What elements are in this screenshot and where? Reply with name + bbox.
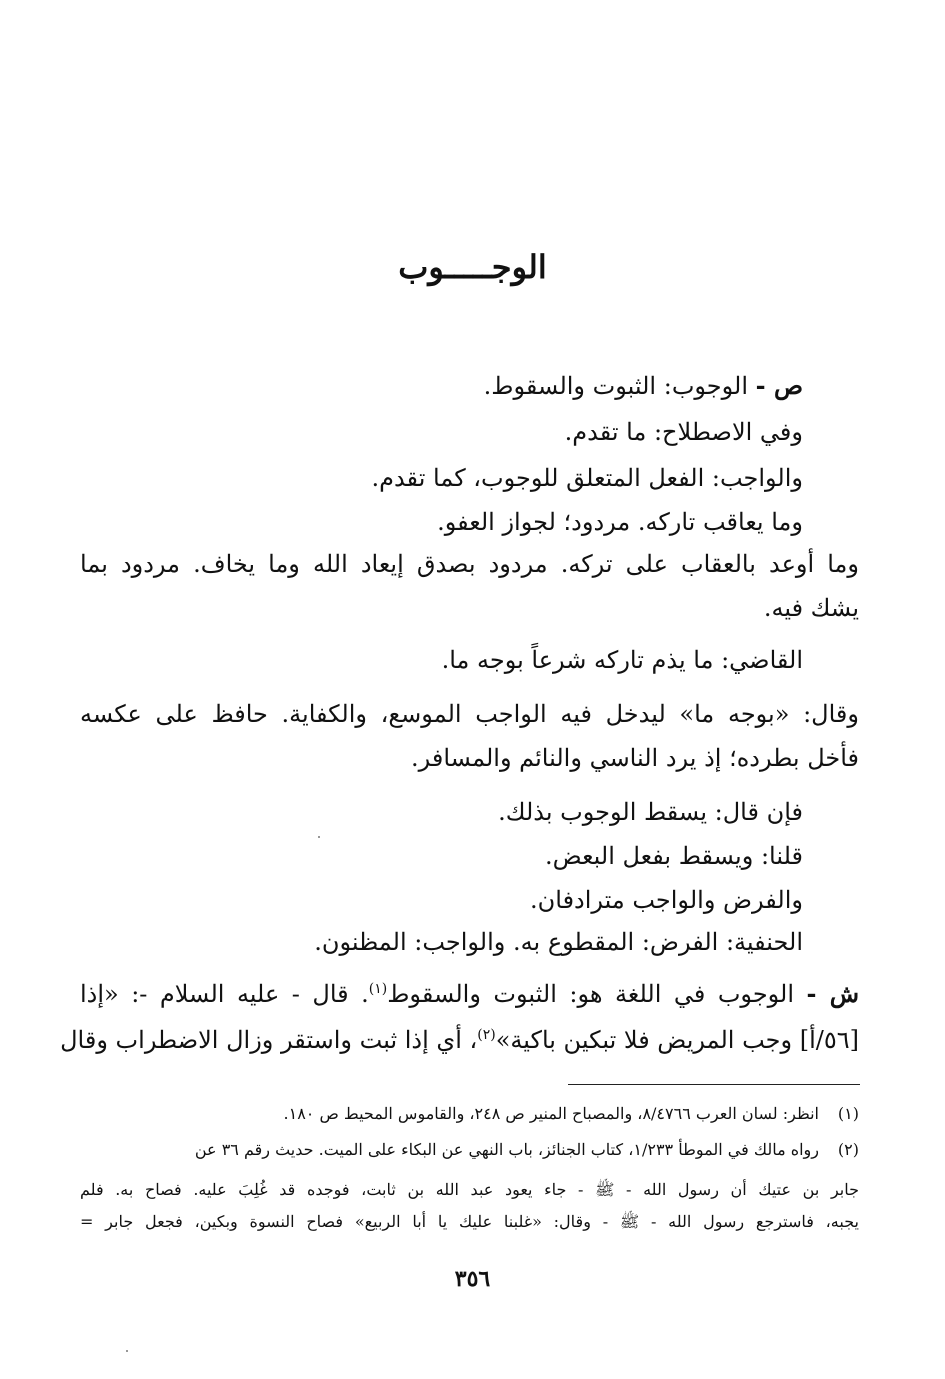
text-line-9: فأخل بطرده؛ إذ يرد الناسي والنائم والمسافر.: [411, 744, 859, 772]
footnote-ref-2: (٢): [477, 1027, 496, 1043]
text-line-15: [60, 1022, 859, 1058]
chapter-title: الوجـــــوب: [398, 248, 547, 286]
text-line-2: وفي الاصطلاح: ما تقدم.: [564, 418, 803, 446]
footnote-1-text: انظر: لسان العرب ٨/٤٧٦٦، والمصباح المنير ص ٢٤٨، والقاموس المحيط ص ١٨٠.: [283, 1104, 819, 1123]
text-marker-sharh: ش -: [806, 979, 859, 1008]
footnote-ref-1: (١): [368, 981, 388, 997]
text-line-3: والواجب: الفعل المتعلق للوجوب، كما تقدم.: [371, 464, 803, 492]
text-line-15-part-a: [٥٦/أ] وجب المريض فلا تبكين باكية»: [495, 1026, 859, 1054]
footnote-1-number: (١): [837, 1104, 859, 1123]
scan-speck: [318, 836, 320, 838]
text-line-1: [80, 368, 803, 404]
text-line-13: الحنفية: الفرض: المقطوع به. والواجب: المظنون.: [314, 928, 803, 956]
text-line-11: قلنا: ويسقط بفعل البعض.: [545, 842, 803, 870]
footnote-2: [80, 1136, 859, 1164]
scan-speck: [126, 1350, 128, 1352]
text-line-15-part-b: ، أي إذا ثبت واستقر وزال الاضطراب وقال: [60, 1026, 478, 1054]
text-line-6: يشك فيه.: [763, 594, 859, 622]
text-line-10: فإن قال: يسقط الوجوب بذلك.: [498, 798, 803, 826]
footnote-2-text: رواه مالك في الموطأ ١/٢٣٣، كتاب الجنائز، باب النهي عن البكاء على الميت. حديث رقم ٣٦ عن: [194, 1140, 819, 1159]
text-line-7: القاضي: ما يذم تاركه شرعاً بوجه ما.: [441, 646, 803, 674]
footnote-separator: [568, 1084, 860, 1085]
text-line-4: وما يعاقب تاركه. مردود؛ لجواز العفو.: [437, 508, 803, 536]
text-line-12: والفرض والواجب مترادفان.: [530, 886, 803, 914]
page-number: ٣٥٦: [454, 1266, 491, 1292]
footnote-2-number: (٢): [837, 1140, 859, 1159]
text-line-8: وقال: «بوجه ما» ليدخل فيه الواجب الموسع، والكفاية. حافظ على عكسه: [80, 700, 859, 728]
text-line-14: [80, 976, 859, 1012]
text-line-1-body: الوجوب: الثبوت والسقوط.: [483, 372, 756, 400]
text-line-14-part-a: الوجوب في اللغة هو: الثبوت والسقوط: [387, 980, 807, 1008]
footnote-2-line-3: يجبه، فاسترجع رسول الله - ﷺ - وقال: «غلبنا عليك يا أبا الربيع» فصاح النسوة وبكين، فجعل جابر =: [80, 1212, 859, 1231]
footnote-2-line-2: جابر بن عتيك أن رسول الله - ﷺ - جاء يعود عبد الله بن ثابت، فوجده قد غُلِبَ عليه. فصاح به. فلم: [80, 1180, 859, 1199]
footnote-1: [80, 1100, 859, 1128]
text-marker-matn: ص -: [755, 371, 803, 400]
text-line-14-part-b: . قال - عليه السلام -: «إذا: [80, 980, 369, 1008]
text-line-5: وما أوعد بالعقاب على تركه. مردود بصدق إيعاد الله وما يخاف. مردود بما: [80, 550, 859, 578]
